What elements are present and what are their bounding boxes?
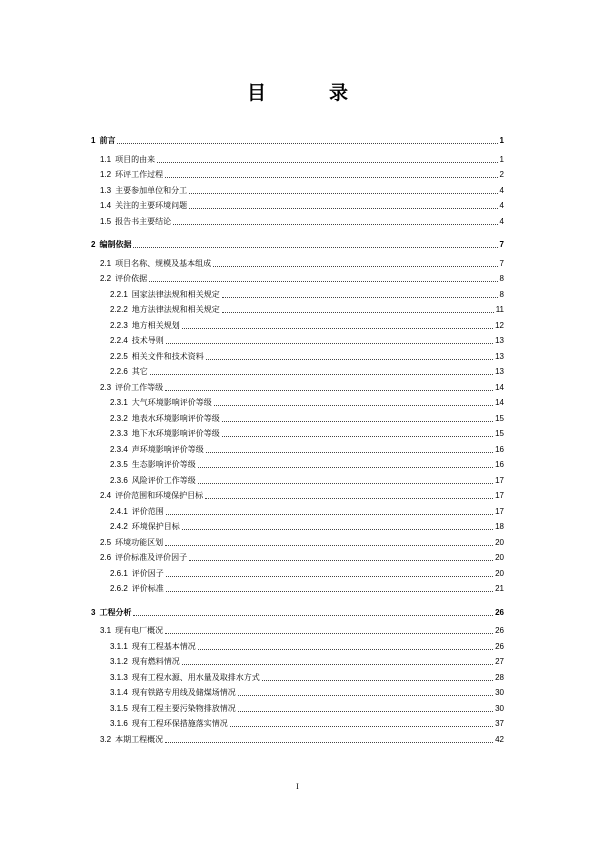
toc-entry-title: 风险评价工作等级 (131, 475, 196, 485)
toc-entry-title: 现有工程主要污染物排放情况 (131, 703, 236, 713)
toc-entry-title: 本期工程概况 (115, 734, 164, 744)
toc-entry-page: 28 (495, 672, 504, 682)
toc-entry-number: 2.4 (100, 491, 112, 500)
toc-entry[interactable] (100, 166, 504, 180)
toc-entry-number: 2.3.3 (110, 429, 128, 438)
toc-entry-number: 2.5 (100, 537, 112, 547)
toc-entry-page: 14 (495, 382, 504, 392)
toc-entry-number: 3.1.4 (110, 688, 128, 697)
toc-entry[interactable] (110, 317, 504, 331)
toc-dot-leader (222, 420, 493, 422)
toc-entry-number: 2.3.6 (110, 475, 128, 485)
toc-entry-page: 16 (495, 460, 504, 469)
toc-entry-page: 17 (495, 475, 504, 485)
toc-dot-leader (222, 435, 493, 437)
toc-entry[interactable] (110, 425, 504, 439)
toc-dot-leader (222, 296, 498, 298)
toc-entry-number: 3.1 (100, 626, 112, 635)
toc-entry-title: 其它 (131, 367, 148, 376)
toc-entry-number: 3 (91, 607, 96, 617)
toc-entry-number: 2.6.2 (110, 584, 128, 593)
toc-entry-title: 现有工程环保措施落实情况 (131, 719, 228, 728)
toc-dot-leader (189, 559, 493, 561)
toc-entry-number: 2.4.1 (110, 506, 128, 516)
toc-entry-title: 声环境影响评价等级 (131, 444, 204, 454)
toc-entry-number: 2.3.4 (110, 444, 128, 454)
toc-entry-page: 26 (495, 607, 504, 617)
toc-entry[interactable] (110, 410, 504, 424)
toc-dot-leader (189, 192, 497, 194)
toc-dot-leader (198, 466, 493, 468)
toc-entry-page: 37 (495, 719, 504, 728)
toc-entry-page: 16 (495, 444, 504, 454)
toc-entry-number: 2.4.2 (110, 522, 128, 531)
toc-dot-leader (206, 358, 493, 360)
toc-entry[interactable] (110, 684, 504, 698)
toc-entry[interactable] (110, 286, 504, 300)
toc-entry-number: 2.6 (100, 553, 112, 562)
toc-entry-title: 国家法律法规和相关规定 (131, 289, 220, 299)
toc-entry-page: 4 (499, 216, 504, 226)
toc-entry-number: 3.1.6 (110, 719, 128, 728)
toc-entry-number: 1.4 (100, 201, 112, 210)
toc-dot-leader (166, 342, 493, 344)
toc-entry[interactable] (110, 700, 504, 714)
toc-entry-title: 关注的主要环境问题 (115, 201, 188, 210)
toc-entry-page: 21 (495, 584, 504, 593)
toc-entry[interactable] (110, 638, 504, 652)
toc-entry[interactable] (110, 332, 504, 346)
toc-dot-leader (189, 207, 497, 209)
toc-entry-page: 1 (499, 154, 504, 164)
toc-entry[interactable] (110, 653, 504, 667)
toc-entry-page: 20 (495, 537, 504, 547)
toc-entry-title: 评价范围 (131, 506, 164, 516)
toc-entry[interactable] (100, 534, 504, 548)
toc-entry-page: 15 (495, 413, 504, 423)
toc-entry-title: 评价范围和环境保护目标 (115, 491, 204, 500)
toc-entry[interactable] (110, 669, 504, 683)
toc-entry-title: 地方法律法规和相关规定 (131, 305, 220, 314)
toc-entry-title: 评价标准及评价因子 (115, 553, 188, 562)
toc-dot-leader (165, 389, 493, 391)
toc-entry-number: 2.2.2 (110, 305, 128, 314)
toc-entry-page: 13 (495, 336, 504, 345)
toc-entry[interactable] (91, 132, 504, 146)
toc-entry-page: 27 (495, 657, 504, 666)
toc-entry[interactable] (100, 270, 504, 284)
toc-entry[interactable] (100, 487, 504, 501)
toc-entry[interactable] (110, 394, 504, 408)
toc-entry-page: 42 (495, 734, 504, 744)
toc-entry-page: 11 (495, 305, 504, 314)
toc-dot-leader (182, 663, 493, 665)
toc-entry-number: 2.2.1 (110, 289, 128, 299)
toc-entry-title: 评价工作等级 (115, 382, 164, 392)
toc-entry[interactable] (100, 197, 504, 211)
toc-entry[interactable] (110, 472, 504, 486)
toc-entry-number: 1 (91, 136, 96, 145)
toc-entry-title: 环境保护目标 (131, 522, 180, 531)
toc-dot-leader (238, 710, 493, 712)
toc-entry[interactable] (100, 255, 504, 269)
toc-dot-leader (262, 679, 493, 681)
page-title: 目 录 (246, 82, 370, 104)
toc-entry-number: 1.5 (100, 216, 112, 226)
toc-entry[interactable] (100, 151, 504, 165)
toc-dot-leader (117, 142, 497, 144)
toc-entry-title: 评价因子 (131, 568, 164, 578)
toc-entry[interactable] (110, 580, 504, 594)
toc-entry-number: 2.2 (100, 274, 112, 283)
toc-entry-title: 工程分析 (99, 607, 132, 617)
toc-entry-number: 1.1 (100, 154, 112, 164)
toc-entry[interactable] (100, 213, 504, 227)
toc-dot-leader (165, 176, 497, 178)
toc-entry[interactable] (100, 379, 504, 393)
toc-entry[interactable] (100, 731, 504, 745)
toc-entry-number: 2.3.5 (110, 460, 128, 469)
toc-entry-page: 14 (495, 398, 504, 407)
toc-entry[interactable] (110, 441, 504, 455)
toc-dot-leader (205, 497, 493, 499)
toc-dot-leader (166, 513, 493, 515)
toc-entry-number: 3.2 (100, 734, 112, 744)
toc-dot-leader (173, 223, 497, 225)
toc-dot-leader (165, 741, 493, 743)
toc-entry-number: 2.3.2 (110, 413, 128, 423)
toc-entry-page: 1 (499, 136, 504, 145)
toc-entry-title: 地表水环境影响评价等级 (131, 413, 220, 423)
toc-entry-page: 15 (495, 429, 504, 438)
toc-entry-number: 3.1.3 (110, 672, 128, 682)
toc-entry-title: 环评工作过程 (115, 170, 164, 179)
toc-dot-leader (182, 528, 493, 530)
toc-dot-leader (166, 590, 493, 592)
toc-entry-page: 7 (499, 258, 504, 268)
toc-entry-page: 8 (499, 289, 504, 299)
toc-entry-title: 现有电厂概况 (115, 626, 164, 635)
toc-entry-page: 17 (495, 506, 504, 516)
toc-entry-title: 评价依据 (115, 274, 148, 283)
toc-entry-page: 26 (495, 626, 504, 635)
toc-entry-title: 报告书主要结论 (115, 216, 172, 226)
toc-entry-number: 3.1.2 (110, 657, 128, 666)
toc-entry-page: 20 (495, 568, 504, 578)
toc-entry[interactable] (100, 549, 504, 563)
toc-entry-title: 现有铁路专用线及储煤场情况 (131, 688, 236, 697)
toc-entry[interactable] (91, 604, 504, 618)
toc-entry-page: 13 (495, 351, 504, 361)
toc-dot-leader (133, 246, 497, 248)
toc-entry-title: 生态影响评价等级 (131, 460, 196, 469)
toc-entry[interactable] (110, 503, 504, 517)
toc-entry[interactable] (100, 182, 504, 196)
toc-dot-leader (133, 614, 493, 616)
toc-entry-title: 项目的由来 (115, 154, 156, 164)
toc-entry-number: 2.2.6 (110, 367, 128, 376)
toc-entry[interactable] (110, 456, 504, 470)
toc-dot-leader (149, 280, 497, 282)
toc-entry-title: 评价标准 (131, 584, 164, 593)
toc-entry[interactable] (110, 565, 504, 579)
toc-entry[interactable] (110, 348, 504, 362)
toc-entry-title: 环境功能区划 (115, 537, 164, 547)
toc-entry[interactable] (110, 518, 504, 532)
toc-entry-title: 现有工程水源、用水量及取排水方式 (131, 672, 260, 682)
toc-entry-page: 18 (495, 522, 504, 531)
toc-entry[interactable] (110, 715, 504, 729)
toc-entry-title: 地方相关规划 (131, 320, 180, 330)
toc-entry-title: 地下水环境影响评价等级 (131, 429, 220, 438)
toc-entry-page: 13 (495, 367, 504, 376)
toc-dot-leader (182, 327, 493, 329)
toc-dot-leader (150, 373, 493, 375)
toc-entry-number: 3.1.1 (110, 641, 128, 651)
toc-entry[interactable] (110, 363, 504, 377)
toc-entry-page: 30 (495, 703, 504, 713)
toc-dot-leader (198, 648, 493, 650)
toc-entry[interactable] (110, 301, 504, 315)
toc-dot-leader (238, 694, 493, 696)
toc-dot-leader (165, 544, 493, 546)
toc-dot-leader (213, 265, 497, 267)
toc-entry-page: 17 (495, 491, 504, 500)
toc-entry-page: 20 (495, 553, 504, 562)
toc-entry-page: 7 (499, 240, 504, 249)
toc-entry-page: 2 (499, 170, 504, 179)
toc-entry-title: 项目名称、规模及基本组成 (115, 258, 212, 268)
toc-entry-number: 1.3 (100, 185, 112, 195)
toc-entry-number: 2.3.1 (110, 398, 128, 407)
toc-entry-title: 主要参加单位和分工 (115, 185, 188, 195)
toc-entry-number: 2.2.5 (110, 351, 128, 361)
toc-entry-page: 30 (495, 688, 504, 697)
toc-entry-title: 大气环境影响评价等级 (131, 398, 212, 407)
toc-dot-leader (166, 575, 493, 577)
toc-entry[interactable] (91, 236, 504, 250)
toc-dot-leader (222, 311, 494, 313)
toc-entry-number: 2.1 (100, 258, 112, 268)
toc-entry-title: 编制依据 (99, 240, 132, 249)
toc-entry-number: 2.2.3 (110, 320, 128, 330)
toc-entry-title: 现有燃料情况 (131, 657, 180, 666)
toc-entry-title: 现有工程基本情况 (131, 641, 196, 651)
toc-dot-leader (157, 161, 497, 163)
toc-entry-page: 4 (499, 185, 504, 195)
page-number: I (296, 782, 299, 791)
toc-dot-leader (206, 451, 493, 453)
toc-entry-title: 相关文件和技术资料 (131, 351, 204, 361)
toc-dot-leader (198, 482, 493, 484)
toc-entry-page: 4 (499, 201, 504, 210)
toc-entry[interactable] (100, 622, 504, 636)
toc-entry-title: 技术导则 (131, 336, 164, 345)
toc-dot-leader (230, 725, 493, 727)
toc-entry-number: 2.6.1 (110, 568, 128, 578)
toc-entry-number: 2 (91, 240, 96, 249)
toc-dot-leader (214, 404, 493, 406)
toc-entry-page: 8 (499, 274, 504, 283)
toc-entry-page: 12 (495, 320, 504, 330)
toc-entry-number: 2.3 (100, 382, 112, 392)
toc-dot-leader (165, 632, 493, 634)
toc-entry-number: 2.2.4 (110, 336, 128, 345)
toc-entry-number: 1.2 (100, 170, 112, 179)
toc-entry-number: 3.1.5 (110, 703, 128, 713)
toc-entry-title: 前言 (99, 136, 116, 145)
toc-entry-page: 26 (495, 641, 504, 651)
